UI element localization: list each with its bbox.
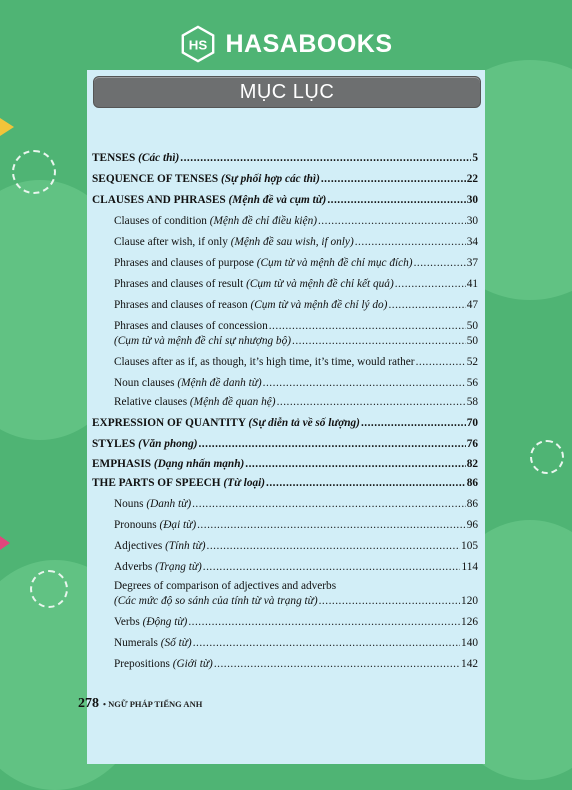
dashed-loop-decoration: [530, 440, 564, 474]
dot-leader: [197, 519, 466, 532]
toc-entry-page: 76: [466, 438, 478, 450]
toc-entry-page: 105: [461, 540, 478, 552]
dot-leader: [192, 498, 466, 511]
toc-entry: [92, 580, 478, 593]
toc-entry-page: 70: [466, 417, 478, 429]
toc-entry: [92, 215, 478, 228]
dot-leader: [266, 477, 466, 490]
dot-leader: [269, 320, 466, 333]
toc-entry-page: 50: [466, 320, 478, 332]
page-footer: [78, 696, 202, 712]
toc-entry: [92, 278, 478, 291]
toc-entry-label: [114, 637, 192, 650]
dot-leader: [207, 540, 461, 553]
toc-entry-label: [92, 152, 179, 165]
toc-entry: [92, 498, 478, 511]
dot-leader: [355, 236, 466, 249]
dashed-loop-decoration: [30, 570, 68, 608]
toc-entry-title: THE PARTS OF SPEECH: [92, 477, 224, 489]
toc-entry-page: 82: [466, 458, 478, 470]
toc-entry: [92, 658, 478, 671]
toc-entry-label: [114, 335, 291, 348]
brand-header: [0, 22, 572, 66]
toc-entry: [92, 257, 478, 270]
toc-entry: [92, 396, 478, 409]
hasabooks-logo-icon: [179, 25, 217, 63]
dot-leader: [395, 278, 466, 291]
toc-entry-label: [114, 299, 387, 312]
dot-leader: [321, 173, 466, 186]
toc-entry-translation: (Danh từ): [146, 498, 192, 510]
toc-entry-title: Phrases and clauses of purpose: [114, 257, 257, 269]
dot-leader: [180, 152, 471, 165]
toc-entry-title: Adverbs: [114, 561, 156, 573]
toc-entry-title: STYLES: [92, 438, 139, 450]
toc-entry: [92, 356, 478, 369]
toc-entry-page: 37: [466, 257, 478, 269]
dot-leader: [203, 561, 461, 574]
toc-entry-page: 34: [466, 236, 478, 248]
page-title: MỤC LỤC: [239, 80, 335, 103]
toc-entry-translation: (Văn phong): [138, 438, 198, 450]
toc-entry-label: [114, 595, 318, 608]
toc-entry-translation: (Cụm từ và mệnh đề chỉ mục đích): [256, 257, 413, 269]
toc-entry-title: Degrees of comparison of adjectives and adverbs: [114, 580, 337, 592]
toc-entry-page: 56: [466, 377, 478, 389]
pink-triangle-icon: [0, 536, 10, 550]
dot-leader: [214, 658, 460, 671]
toc-entry-translation: (Động từ): [142, 616, 188, 628]
yellow-triangle-icon: [0, 118, 14, 136]
toc-entry-page: 5: [472, 152, 478, 164]
toc-entry-translation: (Đại từ): [159, 519, 197, 531]
toc-entry: [92, 477, 478, 490]
toc-entry-translation: (Mệnh đề chỉ điều kiện): [209, 215, 317, 227]
toc-entry-label: [92, 173, 320, 186]
toc-entry-label: [92, 477, 265, 490]
toc-entry-title: Phrases and clauses of reason: [114, 299, 251, 311]
toc-entry-translation: (Cụm từ và mệnh đề chỉ sự nhượng bộ): [114, 335, 291, 347]
toc-entry-translation: (Trạng từ): [155, 561, 202, 573]
toc-entry-label: [114, 257, 413, 270]
toc-entry-page: 30: [466, 215, 478, 227]
dot-leader: [277, 396, 466, 409]
toc-entry: [92, 152, 478, 165]
toc-entry: [92, 540, 478, 553]
toc-entry: [92, 173, 478, 186]
dot-leader: [263, 377, 466, 390]
toc-entry: [92, 417, 478, 430]
toc-entry-page: 120: [461, 595, 478, 607]
toc-entry-label: [114, 519, 196, 532]
toc-entry-label: [92, 194, 326, 207]
toc-entry-title: Noun clauses: [114, 377, 178, 389]
toc-entry-label: [114, 320, 268, 333]
dot-leader: [416, 356, 466, 369]
toc-entry-label: [114, 540, 206, 553]
toc-entry-title: EMPHASIS: [92, 458, 154, 470]
toc-entry-page: 47: [466, 299, 478, 311]
toc-entry: [92, 637, 478, 650]
toc-entry-title: Numerals: [114, 637, 161, 649]
toc-entry-title: Nouns: [114, 498, 147, 510]
toc-entry-title: CLAUSES AND PHRASES: [92, 194, 229, 206]
toc-entry-label: [114, 658, 213, 671]
dot-leader: [188, 616, 460, 629]
toc-entry: [92, 320, 478, 333]
toc-entry: [92, 335, 478, 348]
toc-entry-translation: (Mệnh đề và cụm từ): [228, 194, 327, 206]
toc-entry-translation: (Các mức độ so sánh của tính từ và trạng từ): [114, 595, 318, 607]
toc-entry-title: Verbs: [114, 616, 143, 628]
dot-leader: [245, 458, 465, 471]
toc-entry-translation: (Mệnh đề danh từ): [177, 377, 262, 389]
toc-entry: [92, 377, 478, 390]
toc-entry-page: 52: [466, 356, 478, 368]
toc-entry-translation: (Tính từ): [165, 540, 206, 552]
toc-entry-page: 114: [461, 561, 478, 573]
toc-entry-label: [114, 356, 415, 369]
dashed-loop-decoration: [12, 150, 56, 194]
toc-entry-translation: (Mệnh đề sau wish, if only): [230, 236, 354, 248]
dot-leader: [193, 637, 460, 650]
dot-leader: [318, 215, 466, 228]
toc-entry-label: [114, 215, 317, 228]
toc-entry-label: [114, 278, 394, 291]
toc-entry-label: [114, 580, 336, 593]
toc-entry-translation: (Số từ): [160, 637, 192, 649]
table-of-contents-page: [78, 70, 485, 764]
toc-entry: [92, 616, 478, 629]
toc-entry-label: [114, 561, 202, 574]
toc-entry-label: [114, 377, 262, 390]
dot-leader: [198, 438, 465, 451]
toc-entry-translation: (Cụm từ và mệnh đề chỉ kết quả): [246, 278, 394, 290]
dot-leader: [388, 299, 465, 312]
brand-name: HASABOOKS: [225, 29, 393, 58]
dot-leader: [414, 257, 466, 270]
dot-leader: [319, 595, 460, 608]
toc-entry-page: 50: [466, 335, 478, 347]
toc-entry-translation: (Sự phối hợp các thì): [221, 173, 320, 185]
toc-entry-label: [92, 458, 244, 471]
toc-entry: [92, 299, 478, 312]
toc-entry-page: 22: [466, 173, 478, 185]
toc-entry-title: Clause after wish, if only: [114, 236, 231, 248]
toc-entry: [92, 595, 478, 608]
dot-leader: [327, 194, 465, 207]
toc-entry-page: 41: [466, 278, 478, 290]
dot-leader: [361, 417, 466, 430]
toc-entry-label: [114, 396, 276, 409]
toc-entry-title: Phrases and clauses of result: [114, 278, 247, 290]
toc-entry: [92, 194, 478, 207]
toc-entry: [92, 438, 478, 451]
toc-entry-translation: (Cụm từ và mệnh đề chỉ lý do): [250, 299, 388, 311]
toc-entry-title: Pronouns: [114, 519, 160, 531]
toc-entry-title: Prepositions: [114, 658, 173, 670]
toc-entry-title: Clauses after as if, as though, it’s high time, it’s time, would rather: [114, 356, 415, 368]
toc-entry-page: 140: [461, 637, 478, 649]
toc-entry-page: 142: [461, 658, 478, 670]
toc-entry-page: 126: [461, 616, 478, 628]
toc-entry-title: Clauses of condition: [114, 215, 210, 227]
toc-entry-label: [114, 236, 354, 249]
toc-entry-translation: (Dạng nhấn mạnh): [153, 458, 245, 470]
toc-entry-title: Relative clauses: [114, 396, 190, 408]
toc-entry-translation: (Từ loại): [223, 477, 266, 489]
toc-entry: [92, 519, 478, 532]
page-number: 278: [78, 696, 99, 711]
book-title: • NGỮ PHÁP TIẾNG ANH: [103, 699, 203, 709]
toc-entry-title: Adjectives: [114, 540, 166, 552]
toc-entry-title: EXPRESSION OF QUANTITY: [92, 417, 249, 429]
toc-entry: [92, 458, 478, 471]
toc-entry: [92, 561, 478, 574]
toc-entry-label: [114, 498, 191, 511]
toc-entry-translation: (Mệnh đề quan hệ): [189, 396, 276, 408]
toc-entry-label: [114, 616, 187, 629]
toc-entry-title: Phrases and clauses of concession: [114, 320, 268, 332]
toc-entry: [92, 236, 478, 249]
toc-entry-page: 86: [466, 498, 478, 510]
toc-entry-translation: (Các thì): [138, 152, 180, 164]
toc-entry-page: 86: [466, 477, 478, 489]
toc-entry-page: 58: [466, 396, 478, 408]
page-title-bar: [93, 76, 481, 108]
toc-entry-label: [92, 417, 360, 430]
toc-entry-title: SEQUENCE OF TENSES: [92, 173, 222, 185]
toc-entry-page: 96: [466, 519, 478, 531]
toc-entry-label: [92, 438, 197, 451]
dot-leader: [292, 335, 466, 348]
toc-entry-title: TENSES: [92, 152, 139, 164]
toc-entry-page: 30: [466, 194, 478, 206]
svg-text:HS: HS: [189, 37, 208, 53]
toc-entry-translation: (Sự diễn tả về số lượng): [248, 417, 360, 429]
toc-entry-translation: (Giới từ): [172, 658, 213, 670]
